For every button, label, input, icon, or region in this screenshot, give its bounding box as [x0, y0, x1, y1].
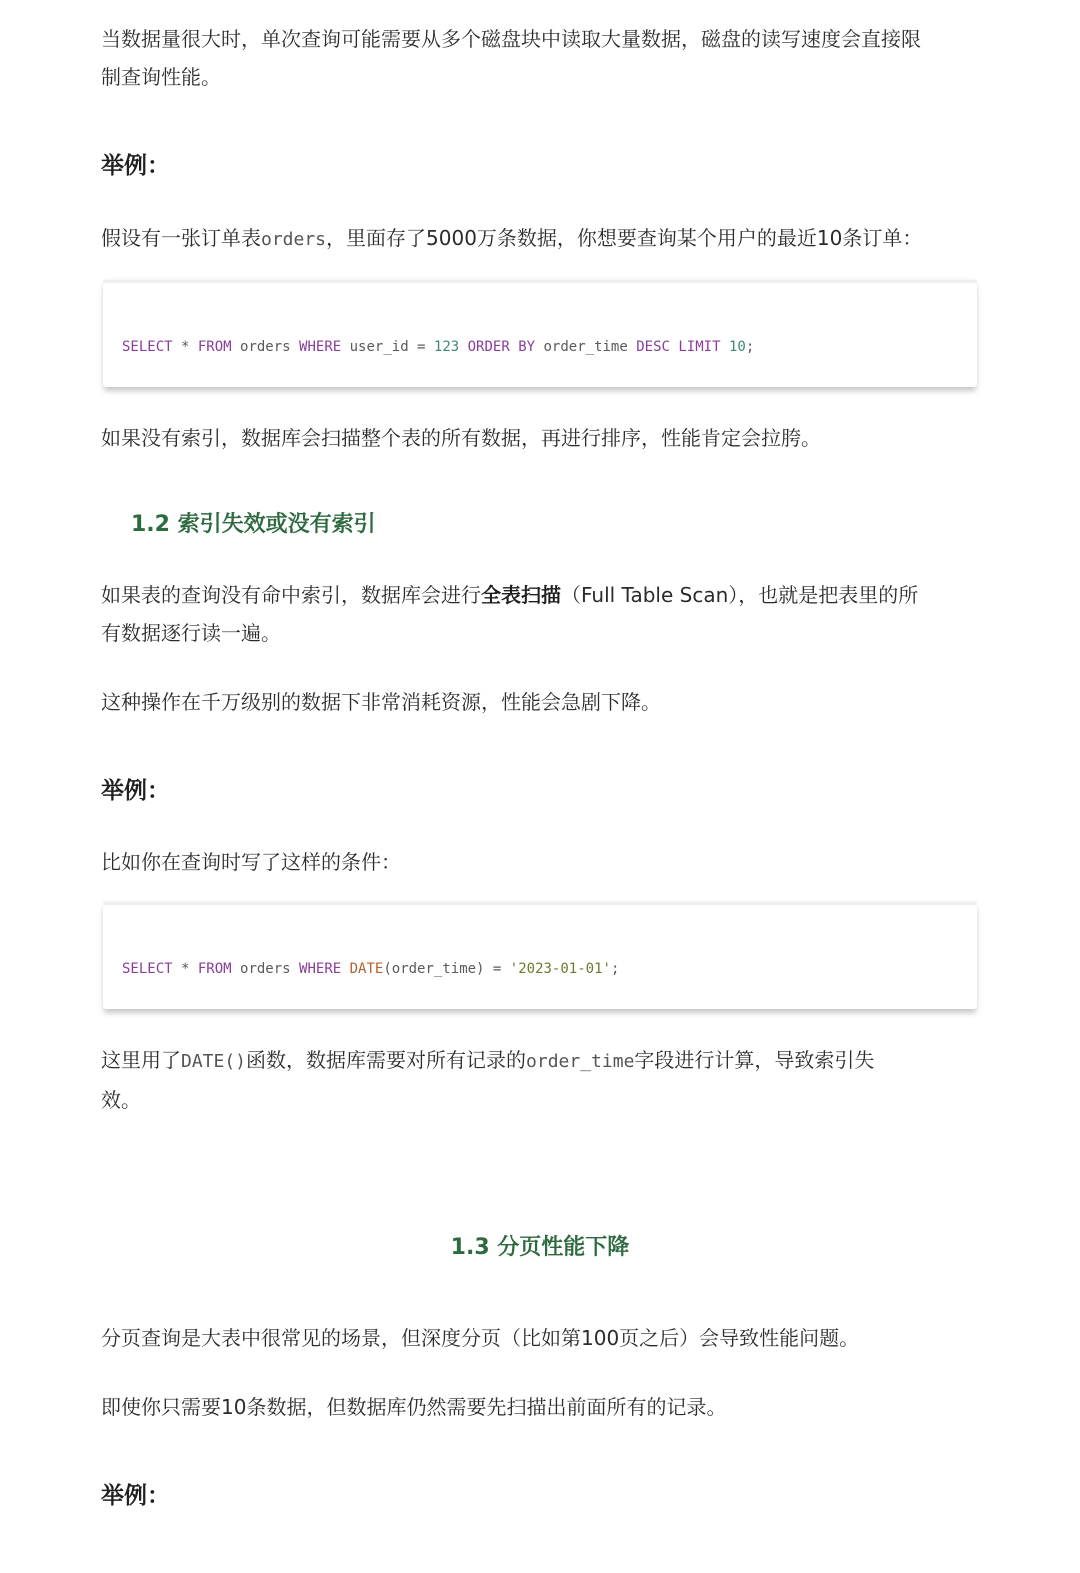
code-keyword: LIMIT — [669, 339, 721, 355]
example-label: 举例： — [101, 1483, 170, 1509]
code-keyword: WHERE — [299, 961, 342, 977]
code-text: user_id = — [341, 339, 434, 355]
example1-after: ，里面存了5000万条数据，你想要查询某个用户的最近10条订单： — [326, 226, 923, 250]
code-text: orders — [231, 961, 300, 977]
code-number: 10 — [720, 339, 746, 355]
inline-code-date: DATE() — [181, 1051, 247, 1072]
code-text: ; — [745, 339, 755, 355]
code-keyword: FROM — [197, 961, 232, 977]
code-block-2 — [103, 902, 977, 1009]
code-line-2 — [122, 961, 619, 977]
example1-before: 假设有一张订单表 — [101, 226, 261, 250]
date-explain-after: 字段进行计算，导致索引失 — [634, 1048, 875, 1072]
intro-line-1: 当数据量很大时，单次查询可能需要从多个磁盘块中读取大量数据，磁盘的读写速度会直接限 — [101, 27, 921, 51]
example1-paragraph — [101, 219, 981, 259]
paging-paragraph: 分页查询是大表中很常见的场景，但深度分页（比如第100页之后）会导致性能问题。 — [101, 1326, 860, 1350]
code-keyword: SELECT — [122, 961, 173, 977]
example-label: 举例： — [101, 153, 170, 179]
code-keyword: FROM — [197, 339, 232, 355]
date-explain-before: 这里用了 — [101, 1048, 181, 1072]
code-keyword: WHERE — [299, 339, 342, 355]
code-text: order_time — [535, 339, 637, 355]
full-scan-before: 如果表的查询没有命中索引，数据库会进行 — [101, 583, 481, 607]
no-index-paragraph: 如果没有索引，数据库会扫描整个表的所有数据，再进行排序，性能肯定会拉胯。 — [101, 426, 821, 450]
intro-paragraph — [101, 20, 981, 96]
full-scan-paragraph — [101, 576, 981, 652]
code-number: 123 — [433, 339, 460, 355]
section-title-1-2: 1.2 索引失效或没有索引 — [131, 512, 376, 537]
code-text: ; — [610, 961, 620, 977]
code-text: (order_time) = — [383, 961, 510, 977]
date-explain-mid: 函数，数据库需要对所有记录的 — [246, 1048, 527, 1072]
code-keyword: DESC — [636, 339, 670, 355]
example-label: 举例： — [101, 778, 170, 804]
code-text: orders — [231, 339, 300, 355]
inline-code-orders: orders — [261, 229, 327, 250]
resource-paragraph: 这种操作在千万级别的数据下非常消耗资源，性能会急剧下降。 — [101, 690, 661, 714]
date-explain-paragraph — [101, 1041, 981, 1119]
example2-paragraph: 比如你在查询时写了这样的条件： — [101, 850, 401, 874]
code-block-1 — [103, 280, 977, 387]
code-keyword: ORDER BY — [459, 339, 536, 355]
code-keyword: SELECT — [122, 339, 173, 355]
inline-code-order-time: order_time — [526, 1051, 635, 1072]
code-function: DATE — [341, 961, 384, 977]
full-scan-bold: 全表扫描 — [481, 583, 561, 607]
code-text: * — [172, 961, 198, 977]
full-scan-after: （Full Table Scan），也就是把表里的所 — [561, 583, 919, 607]
paging-paragraph-2: 即使你只需要10条数据，但数据库仍然需要先扫描出前面所有的记录。 — [101, 1395, 727, 1419]
code-text: * — [172, 339, 198, 355]
date-explain-line2: 效。 — [101, 1088, 141, 1112]
code-line-1 — [122, 339, 754, 355]
intro-line-2: 制查询性能。 — [101, 65, 221, 89]
code-string: '2023-01-01' — [509, 961, 611, 977]
full-scan-line2: 有数据逐行读一遍。 — [101, 621, 281, 645]
section-title-1-3: 1.3 分页性能下降 — [450, 1235, 630, 1260]
